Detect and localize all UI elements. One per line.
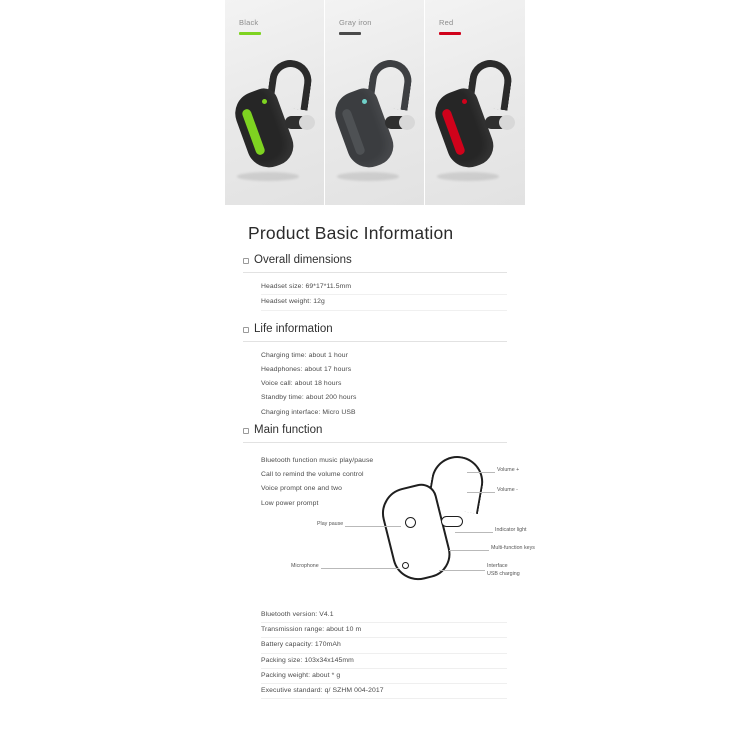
color-variant-strip bbox=[225, 0, 525, 205]
section-header bbox=[243, 323, 507, 342]
bullet-square-icon bbox=[243, 258, 249, 264]
bullet-square-icon bbox=[243, 327, 249, 333]
leader-line bbox=[321, 568, 399, 569]
drop-shadow bbox=[237, 172, 299, 181]
diagram-label-volume-up: Volume + bbox=[497, 466, 520, 473]
spec-list-dimensions bbox=[261, 280, 507, 311]
spec-line: Headset size: 69*17*11.5mm bbox=[261, 280, 507, 295]
color-variant-label: Black bbox=[239, 18, 259, 27]
spec-line: Headphones: about 17 hours bbox=[261, 365, 352, 373]
spec-line: Battery capacity: 170mAh bbox=[261, 638, 507, 653]
earphone-illustration-gray bbox=[325, 42, 425, 205]
bullet-square-icon bbox=[243, 428, 249, 434]
ear-tip bbox=[485, 116, 507, 129]
main-function-content bbox=[243, 450, 535, 602]
color-swatch-bar bbox=[239, 32, 261, 35]
diagram-label-multifunction-keys: Multi-function keys bbox=[491, 544, 535, 551]
leader-line bbox=[439, 570, 485, 571]
color-swatch-bar bbox=[439, 32, 461, 35]
spec-list-footer bbox=[261, 608, 507, 700]
ear-tip bbox=[285, 116, 307, 129]
diagram-label-volume-down: Volume - bbox=[497, 486, 518, 493]
diagram-label-interface: Interface bbox=[487, 562, 508, 569]
leader-line bbox=[455, 532, 493, 533]
diagram-ear-tip bbox=[441, 516, 463, 527]
section-life-information bbox=[243, 323, 507, 420]
spec-line: Charging time: about 1 hour bbox=[261, 351, 348, 359]
section-header bbox=[243, 424, 507, 443]
spec-line: Voice call: about 18 hours bbox=[261, 380, 342, 387]
leader-line bbox=[467, 492, 495, 493]
section-header bbox=[243, 254, 507, 273]
spec-line: Low power prompt bbox=[261, 499, 319, 507]
ear-tip bbox=[385, 116, 407, 129]
diagram-microphone-hole bbox=[402, 562, 409, 569]
color-swatch-bar bbox=[339, 32, 361, 35]
spec-line: Voice prompt one and two bbox=[261, 485, 342, 493]
spec-line: Packing size: 103x34x145mm bbox=[261, 654, 507, 669]
section-title: Overall dimensions bbox=[254, 254, 352, 266]
led-dot bbox=[462, 99, 467, 104]
earphone-illustration-black bbox=[225, 42, 325, 205]
color-variant-red[interactable] bbox=[425, 0, 525, 205]
spec-line: Standby time: about 200 hours bbox=[261, 394, 357, 402]
color-variant-black[interactable] bbox=[225, 0, 325, 205]
spec-line: Packing weight: about * g bbox=[261, 669, 507, 684]
spec-list-life bbox=[261, 349, 507, 420]
spec-line: Headset weight: 12g bbox=[261, 295, 507, 310]
leader-line bbox=[345, 526, 401, 527]
diagram-label-usb-charging: USB charging bbox=[487, 570, 520, 577]
spec-line: Bluetooth function music play/pause bbox=[261, 456, 374, 464]
led-dot bbox=[262, 99, 267, 104]
color-variant-gray-iron[interactable] bbox=[325, 0, 425, 205]
led-dot bbox=[362, 99, 367, 104]
diagram-label-microphone: Microphone bbox=[291, 562, 319, 569]
earphone-illustration-red bbox=[425, 42, 525, 205]
section-overall-dimensions bbox=[243, 254, 507, 311]
diagram-label-play-pause: Play pause bbox=[317, 520, 344, 527]
drop-shadow bbox=[337, 172, 399, 181]
spec-line: Bluetooth version: V4.1 bbox=[261, 608, 507, 623]
diagram-multifunction-button bbox=[405, 517, 416, 528]
color-variant-label: Gray iron bbox=[339, 18, 372, 27]
product-info-panel bbox=[225, 205, 535, 750]
diagram-label-indicator-light: Indicator light bbox=[495, 526, 527, 533]
color-variant-label: Red bbox=[439, 18, 454, 27]
section-title: Life information bbox=[254, 322, 333, 335]
leader-line bbox=[467, 472, 495, 473]
section-main-function bbox=[243, 423, 535, 700]
page-title: Product Basic Information bbox=[248, 223, 454, 243]
section-title: Main function bbox=[254, 423, 323, 436]
leader-line bbox=[449, 550, 489, 551]
spec-line: Call to remind the volume control bbox=[261, 471, 364, 478]
drop-shadow bbox=[437, 172, 499, 181]
spec-line: Charging interface: Micro USB bbox=[261, 408, 356, 416]
spec-line: Executive standard: q/ SZHM 004-2017 bbox=[261, 684, 507, 699]
spec-line: Transmission range: about 10 m bbox=[261, 623, 507, 638]
